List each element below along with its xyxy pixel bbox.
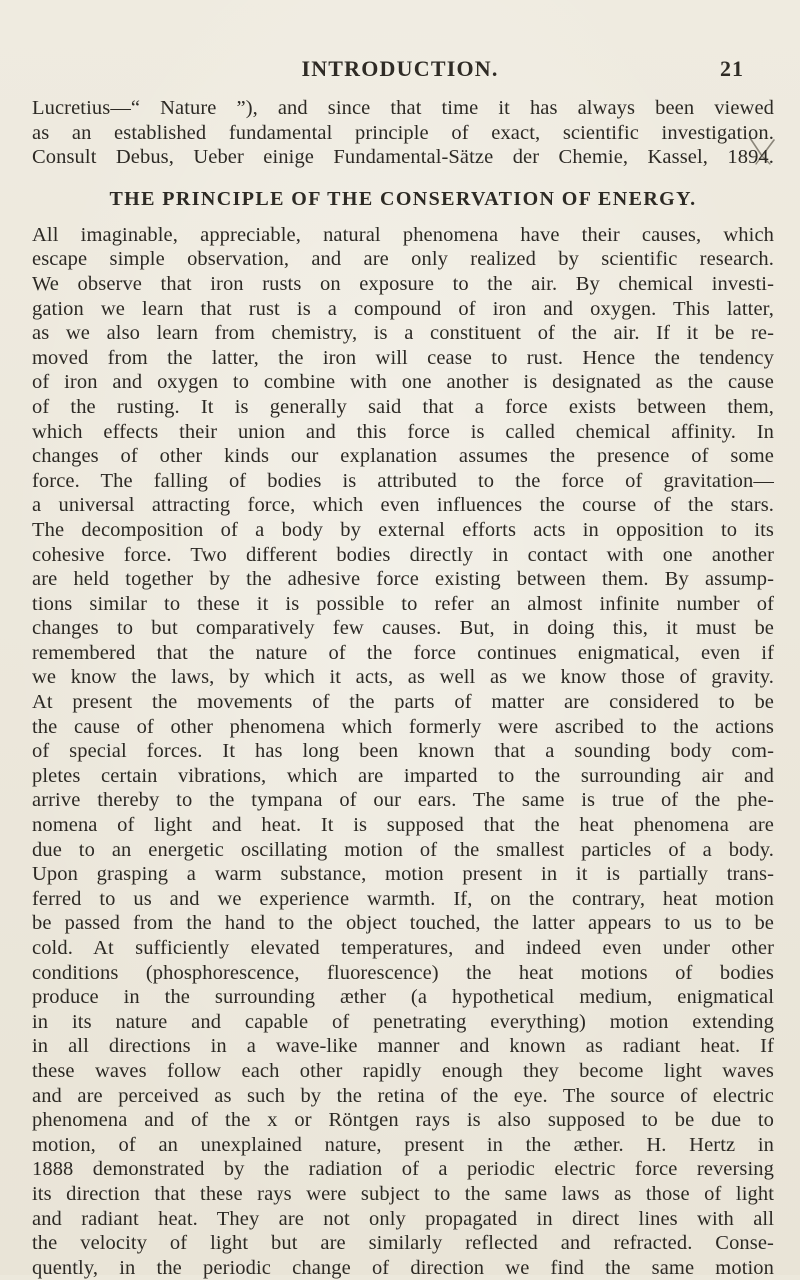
text-line: We observe that iron rusts on exposure to the air. By chemical investi- [32, 272, 774, 295]
text-line: of iron and oxygen to combine with one another is designated as the cause [32, 371, 774, 394]
text-line: of special forces. It has long been known that a sounding body com- [32, 740, 774, 763]
text-line: Upon grasping a warm substance, motion present in it is partially trans- [32, 863, 774, 886]
text-line: be passed from the hand to the object touched, the latter appears to us to be [32, 912, 774, 935]
text-line: as an established fundamental principle of exact, scientific investigation. [32, 121, 774, 144]
text-line: remembered that the nature of the force continues enigmatical, even if [32, 641, 774, 664]
text-line: the cause of other phenomena which formerly were ascribed to the actions [32, 715, 774, 738]
text-line: quently, in the periodic change of direction we find the same motion [32, 1256, 774, 1279]
page-content [32, 96, 774, 1280]
text-line: Lucretius—“ Nature ”), and since that time it has always been viewed [32, 97, 774, 119]
text-line: cold. At sufficiently elevated temperatures, and indeed even under other [32, 937, 774, 959]
text-line: ferred to us and we experience warmth. If, on the contrary, heat motion [32, 887, 774, 910]
text-line: force. The falling of bodies is attributed to the force of gravitation— [32, 469, 774, 492]
text-line: and are perceived as such by the retina of the eye. The source of electric [32, 1084, 774, 1107]
text-line: the velocity of light but are similarly reflected and refracted. Conse- [32, 1232, 774, 1255]
section-heading: THE PRINCIPLE OF THE CONSERVATION OF ENERGY. [109, 187, 697, 210]
text-line: escape simple observation, and are only realized by scientific research. [32, 248, 774, 271]
text-line: The decomposition of a body by external efforts acts in opposition to its [32, 518, 774, 541]
text-line: we know the laws, by which it acts, as well as we know those of gravity. [32, 666, 774, 689]
text-line: pletes certain vibrations, which are imparted to the surrounding air and [32, 764, 774, 787]
text-line: motion, of an unexplained nature, present in the æther. H. Hertz in [32, 1133, 774, 1156]
running-head [0, 56, 800, 84]
text-line: which effects their union and this force is called chemical affinity. In [32, 420, 774, 443]
text-line: as we also learn from chemistry, is a constituent of the air. If it be re- [32, 322, 774, 345]
text-line: these waves follow each other rapidly enough they become light waves [32, 1059, 774, 1082]
text-line: conditions (phosphorescence, fluorescence) the heat motions of bodies [32, 961, 774, 984]
text-line: a universal attracting force, which even influences the course of the stars. [32, 494, 774, 517]
text-line: of the rusting. It is generally said that a force exists between them, [32, 395, 774, 418]
text-line: changes to but comparatively few causes. But, in doing this, it must be [32, 617, 774, 640]
body-text [32, 223, 774, 1280]
text-line: in all directions in a wave-like manner and known as radiant heat. If [32, 1035, 774, 1058]
text-line: tions similar to these it is possible to refer an almost infinite number of [32, 592, 774, 615]
text-line: At present the movements of the parts of matter are considered to be [32, 691, 774, 714]
text-line: Consult Debus, Ueber einige Fundamental-Sätze der Chemie, Kassel, 1894. [32, 146, 774, 169]
text-line: changes of other kinds our explanation assumes the presence of some [32, 445, 774, 468]
text-line: produce in the surrounding æther (a hypothetical medium, enigmatical [32, 986, 774, 1009]
text-line: due to an energetic oscillating motion of the smallest particles of a body. [32, 838, 774, 861]
running-title: INTRODUCTION. [301, 56, 499, 81]
text-line: gation we learn that rust is a compound of iron and oxygen. This latter, [32, 297, 774, 320]
text-line: its direction that these rays were subject to the same laws as those of light [32, 1182, 774, 1205]
text-line: arrive thereby to the tympana of our ears. The same is true of the phe- [32, 789, 774, 812]
text-line: nomena of light and heat. It is supposed that the heat phenomena are [32, 814, 774, 837]
text-line: are held together by the adhesive force existing between them. By assump- [32, 568, 774, 591]
text-line: in its nature and capable of penetrating everything) motion extending [32, 1010, 774, 1033]
text-line: cohesive force. Two different bodies directly in contact with one another [32, 543, 774, 566]
page-number: 21 [720, 56, 744, 81]
text-line: All imaginable, appreciable, natural phenomena have their causes, which [32, 223, 774, 246]
text-line: and radiant heat. They are not only propagated in direct lines with all [32, 1207, 774, 1230]
text-line: phenomena and of the x or Röntgen rays is also supposed to be due to [32, 1109, 774, 1132]
text-line: moved from the latter, the iron will cease to rust. Hence the tendency [32, 346, 774, 369]
text-line: 1888 demonstrated by the radiation of a periodic electric force reversing [32, 1158, 774, 1181]
opening-paragraph [32, 96, 774, 170]
